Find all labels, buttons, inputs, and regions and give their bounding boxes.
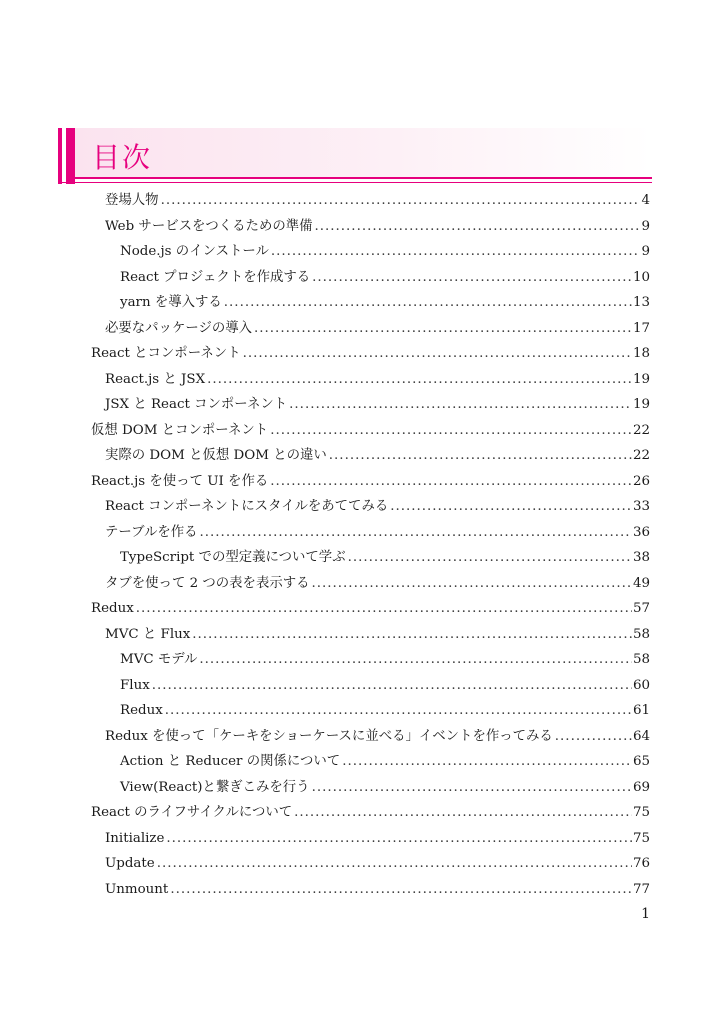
dot-leader bbox=[200, 520, 632, 545]
toc-entry-page: 10 bbox=[632, 269, 650, 285]
dot-leader bbox=[555, 724, 632, 749]
toc-entry-page: 9 bbox=[641, 218, 650, 234]
dot-leader bbox=[348, 545, 632, 570]
toc-entry[interactable] bbox=[105, 724, 650, 749]
toc-entry-page: 36 bbox=[632, 524, 650, 540]
dot-leader bbox=[294, 800, 632, 825]
header-underline bbox=[66, 177, 652, 179]
header-underline-thin bbox=[58, 182, 652, 183]
toc-entry[interactable] bbox=[105, 622, 650, 647]
toc-entry[interactable] bbox=[105, 571, 650, 596]
toc-entry-title: TypeScript での型定義について学ぶ bbox=[120, 550, 346, 565]
toc-entry-title: Action と Reducer の関係について bbox=[120, 754, 341, 769]
toc-entry-page: 49 bbox=[632, 575, 650, 591]
toc-entry-page: 60 bbox=[632, 677, 650, 693]
toc-entry-page: 58 bbox=[632, 652, 650, 667]
dot-leader bbox=[207, 367, 632, 392]
dot-leader bbox=[165, 698, 632, 723]
toc-entry-page: 75 bbox=[632, 805, 650, 820]
page-number: 1 bbox=[641, 906, 650, 922]
toc-entry[interactable] bbox=[120, 698, 650, 723]
toc-entry[interactable] bbox=[105, 494, 650, 519]
toc-entry-page: 58 bbox=[632, 626, 650, 642]
dot-leader bbox=[329, 443, 632, 468]
header-accent-bar bbox=[58, 128, 62, 184]
toc-entry[interactable] bbox=[105, 443, 650, 468]
toc-entry[interactable] bbox=[105, 520, 650, 545]
dot-leader bbox=[224, 290, 632, 315]
toc-entry-title: JSX と React コンポーネント bbox=[105, 397, 288, 412]
toc-entry-page: 57 bbox=[632, 601, 650, 616]
toc-entry-page: 17 bbox=[632, 320, 650, 336]
toc-entry-page: 19 bbox=[632, 371, 650, 387]
toc-entry-title: Unmount bbox=[105, 881, 169, 897]
toc-entry-page: 61 bbox=[632, 703, 650, 718]
dot-leader bbox=[312, 265, 632, 290]
toc-entry-title: React プロジェクトを作成する bbox=[120, 269, 311, 285]
dot-leader bbox=[199, 647, 632, 672]
toc-entry[interactable] bbox=[105, 877, 650, 902]
toc-entry[interactable] bbox=[105, 392, 650, 417]
dot-leader bbox=[270, 418, 632, 443]
toc-entry[interactable] bbox=[120, 673, 650, 698]
toc-entry[interactable] bbox=[120, 290, 650, 315]
toc-entry-title: 必要なパッケージの導入 bbox=[105, 320, 253, 336]
toc-entry-title: テーブルを作る bbox=[105, 524, 198, 540]
toc-entry-title: Redux bbox=[91, 601, 134, 616]
toc-entry-title: View(React)と繋ぎこみを行う bbox=[120, 779, 310, 795]
toc-entry-page: 76 bbox=[632, 856, 650, 871]
dot-leader bbox=[136, 596, 632, 621]
dot-leader bbox=[312, 775, 632, 800]
toc-entry-page: 65 bbox=[632, 754, 650, 769]
toc-entry-title: MVC モデル bbox=[120, 652, 198, 667]
toc-entry-title: Redux bbox=[120, 703, 163, 718]
toc-entry[interactable] bbox=[91, 596, 650, 621]
header-accent-bar-thick bbox=[66, 128, 75, 184]
toc-entry[interactable] bbox=[105, 188, 650, 213]
toc-entry-page: 19 bbox=[632, 397, 650, 412]
toc-entry-page: 22 bbox=[632, 422, 650, 438]
dot-leader bbox=[289, 392, 632, 417]
toc-entry-title: React のライフサイクルについて bbox=[91, 805, 293, 820]
toc-entry-title: yarn を導入する bbox=[120, 295, 222, 310]
toc-entry-page: 77 bbox=[632, 881, 650, 897]
dot-leader bbox=[192, 622, 632, 647]
dot-leader bbox=[166, 826, 632, 851]
toc-entry-title: 実際の DOM と仮想 DOM との違い bbox=[105, 448, 327, 463]
dot-leader bbox=[271, 239, 641, 264]
dot-leader bbox=[157, 851, 632, 876]
toc-entry-page: 4 bbox=[641, 193, 650, 208]
toc-entry-title: React とコンポーネント bbox=[91, 346, 241, 361]
toc-entry-title: 登場人物 bbox=[105, 193, 159, 208]
toc-entry-page: 33 bbox=[632, 499, 650, 514]
dot-leader bbox=[170, 877, 632, 902]
toc-entry[interactable] bbox=[105, 316, 650, 341]
toc-entry[interactable] bbox=[120, 749, 650, 774]
dot-leader bbox=[390, 494, 632, 519]
toc-entry-title: Redux を使って「ケーキをショーケースに並べる」イベントを作ってみる bbox=[105, 728, 553, 744]
toc-entry-page: 18 bbox=[632, 346, 650, 361]
toc-entry[interactable] bbox=[91, 418, 650, 443]
page-title: 目次 bbox=[92, 141, 153, 174]
dot-leader bbox=[161, 188, 641, 213]
dot-leader bbox=[270, 469, 632, 494]
toc-entry[interactable] bbox=[91, 800, 650, 825]
dot-leader bbox=[254, 316, 632, 341]
toc-entry[interactable] bbox=[120, 265, 650, 290]
toc-entry-page: 26 bbox=[632, 473, 650, 489]
toc-entry[interactable] bbox=[105, 367, 650, 392]
toc-entry[interactable] bbox=[120, 775, 650, 800]
toc-entry-page: 69 bbox=[632, 779, 650, 795]
toc-entry-page: 64 bbox=[632, 728, 650, 744]
dot-leader bbox=[315, 214, 641, 239]
toc-entry-page: 9 bbox=[641, 244, 650, 259]
toc-entry-title: タブを使って 2 つの表を表示する bbox=[105, 575, 310, 591]
toc-entry[interactable] bbox=[120, 647, 650, 672]
header-band bbox=[75, 128, 652, 178]
toc-entry-title: Initialize bbox=[105, 830, 165, 846]
toc-entry-page: 22 bbox=[632, 448, 650, 463]
toc-entry[interactable] bbox=[105, 851, 650, 876]
toc-header bbox=[58, 128, 652, 184]
toc-entry[interactable] bbox=[91, 341, 650, 366]
toc-entry-page: 38 bbox=[632, 550, 650, 565]
toc-entry-title: React コンポーネントにスタイルをあててみる bbox=[105, 499, 389, 514]
toc-entry-title: Node.js のインストール bbox=[120, 244, 269, 259]
toc-entry-title: MVC と Flux bbox=[105, 626, 191, 642]
toc-entry[interactable] bbox=[105, 214, 650, 239]
toc-entry-title: 仮想 DOM とコンポーネント bbox=[91, 422, 269, 438]
toc-entry[interactable] bbox=[105, 826, 650, 851]
toc-entry-title: React.js と JSX bbox=[105, 371, 206, 387]
toc-entry[interactable] bbox=[91, 469, 650, 494]
dot-leader bbox=[312, 571, 632, 596]
toc-entry-title: Web サービスをつくるための準備 bbox=[105, 218, 313, 234]
dot-leader bbox=[342, 749, 632, 774]
toc-entry[interactable] bbox=[120, 545, 650, 570]
dot-leader bbox=[152, 673, 632, 698]
toc-entry-page: 75 bbox=[632, 830, 650, 846]
toc-entry-title: React.js を使って UI を作る bbox=[91, 473, 269, 489]
toc-entry[interactable] bbox=[120, 239, 650, 264]
toc-entry-title: Flux bbox=[120, 677, 150, 693]
toc-entry-title: Update bbox=[105, 856, 155, 871]
dot-leader bbox=[243, 341, 632, 366]
toc-entry-page: 13 bbox=[632, 295, 650, 310]
